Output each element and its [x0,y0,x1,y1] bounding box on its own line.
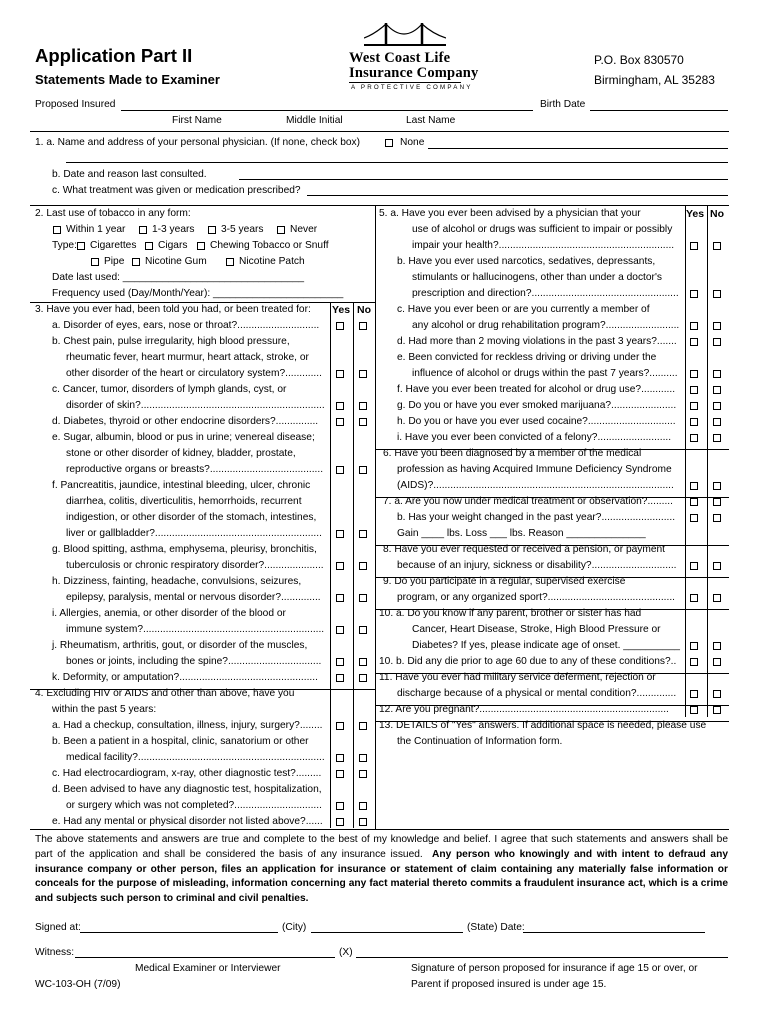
witness-label: Witness: [35,947,75,958]
question-line: 7. a. Are you now under medical treatment or observation?......... [383,496,673,507]
question-line: j. Rheumatism, arthritis, gout, or disorder of the muscles, [52,640,308,651]
divider [375,705,729,706]
question-line: because of an injury, sickness or disability?.............................. [397,560,677,571]
question-line: 9. Do you participate in a regular, supervised exercise [383,576,626,587]
date-field[interactable] [523,932,705,933]
no-checkbox[interactable] [359,802,367,810]
question-line: the Continuation of Information form. [397,736,563,747]
question-line: 8. Have you ever requested or received a pension, or payment [383,544,666,555]
question-line: any alcohol or drug rehabilitation program?.......................... [412,320,680,331]
no-checkbox[interactable] [359,674,367,682]
yes-checkbox[interactable] [336,562,344,570]
yes-checkbox[interactable] [690,402,698,410]
tobacco-option: 1-3 years [152,224,195,235]
no-checkbox[interactable] [713,642,721,650]
yes-checkbox[interactable] [690,242,698,250]
yes-checkbox[interactable] [690,418,698,426]
divider [30,205,729,206]
no-checkbox[interactable] [359,530,367,538]
address-line2: Birmingham, AL 35283 [594,73,715,87]
yes-checkbox[interactable] [690,370,698,378]
yes-checkbox[interactable] [690,290,698,298]
yes-checkbox[interactable] [336,658,344,666]
yes-checkbox[interactable] [690,562,698,570]
yes-checkbox[interactable] [336,594,344,602]
examiner-caption: Medical Examiner or Interviewer [135,963,281,974]
x-label: (X) [339,947,353,958]
yes-checkbox[interactable] [690,690,698,698]
yes-checkbox[interactable] [690,482,698,490]
divider [375,497,729,498]
question-line: i. Have you ever been convicted of a felony?.......................... [397,432,672,443]
divider [30,131,729,132]
question-line: 12. Are you pregnant?................................................................... [379,704,669,715]
no-checkbox[interactable] [713,370,721,378]
question-line: liver or gallbladder?........................................................... [66,528,322,539]
question-line: d. Been advised to have any diagnostic test, hospitalization, [52,784,322,795]
divider [375,673,729,674]
no-checkbox[interactable] [359,658,367,666]
question-line: (AIDS)?..................................................................................... [397,480,674,491]
statement-part1: The above statements and answers are true and complete to the best of my knowledge and belief. I agree that such statements and answers shall be part of the application and shall be considered the basis of any insurance issued. [35,834,728,860]
signature-field[interactable] [356,957,728,958]
question-line: stimulants or hallucinogens, other than under a doctor's [412,272,662,283]
question-line: f. Have you ever been treated for alcohol or drug use?............ [397,384,676,395]
question-line: a. Had a checkup, consultation, illness, injury, surgery?........ [52,720,323,731]
no-checkbox[interactable] [713,418,721,426]
no-checkbox[interactable] [713,322,721,330]
left-yes-header: Yes [332,304,351,316]
tobacco-option: Type: [52,240,77,251]
question-line: Frequency used (Day/Month/Year): _______________________ [52,288,344,299]
birth-date-field[interactable] [590,110,728,111]
yes-checkbox[interactable] [336,530,344,538]
yes-checkbox[interactable] [690,642,698,650]
divider [375,545,729,546]
no-checkbox[interactable] [359,562,367,570]
yes-checkbox[interactable] [690,386,698,394]
no-checkbox[interactable] [359,322,367,330]
question-line: e. Sugar, albumin, blood or pus in urine; venereal disease; [52,432,315,443]
question-line: rheumatic fever, heart murmur, heart attack, stroke, or [66,352,309,363]
proposed-insured-field[interactable] [121,110,533,111]
q1c-text: c. What treatment was given or medication prescribed? [52,185,301,196]
left-yes-rule [330,302,331,828]
question-line: h. Do you or have you ever used cocaine?............................... [397,416,676,427]
no-checkbox[interactable] [359,722,367,730]
logo-rule [349,82,461,83]
right-no-rule [707,205,708,717]
no-checkbox[interactable] [359,418,367,426]
q1-none-label: None [400,137,425,148]
question-line: e. Had any mental or physical disorder not listed above?...... [52,816,323,827]
tobacco-option: Cigars [158,240,188,251]
tobacco-checkbox[interactable] [139,226,147,234]
witness-field[interactable] [75,957,335,958]
question-line: b. Have you ever used narcotics, sedatives, depressants, [397,256,656,267]
question-line: d. Diabetes, thyroid or other endocrine disorders?............... [52,416,319,427]
question-line: discharge because of a physical or mental condition?.............. [397,688,677,699]
no-checkbox[interactable] [359,402,367,410]
certification-statement [35,833,728,907]
yes-checkbox[interactable] [336,722,344,730]
right-no-header: No [710,208,724,220]
right-yes-rule [685,205,686,717]
question-line: 10. b. Did any die prior to age 60 due to any of these conditions?.. [379,656,677,667]
divider [375,577,729,578]
question-line: influence of alcohol or drugs within the past 7 years?.......... [412,368,678,379]
no-checkbox[interactable] [359,466,367,474]
no-checkbox[interactable] [359,594,367,602]
yes-checkbox[interactable] [690,594,698,602]
no-checkbox[interactable] [359,370,367,378]
question-line: 13. DETAILS of "Yes" answers. If additional space is needed, please use [379,720,707,731]
yes-checkbox[interactable] [336,802,344,810]
no-checkbox[interactable] [713,562,721,570]
yes-checkbox[interactable] [336,770,344,778]
question-line: use of alcohol or drugs was sufficient to impair or possibly [412,224,673,235]
question-line: profession as having Acquired Immune Deficiency Syndrome [397,464,672,475]
divider [30,829,729,830]
tobacco-checkbox[interactable] [77,242,85,250]
middle-initial-caption: Middle Initial [286,115,343,126]
signed-at-label: Signed at: [35,922,81,933]
tobacco-checkbox[interactable] [53,226,61,234]
yes-checkbox[interactable] [336,674,344,682]
question-line: k. Deformity, or amputation?................................................. [52,672,318,683]
question-line: stone or other disorder of kidney, bladder, prostate, [66,448,296,459]
question-line: Cancer, Heart Disease, Stroke, High Blood Pressure or [412,624,661,635]
tobacco-checkbox[interactable] [145,242,153,250]
question-line: within the past 5 years: [52,704,157,715]
no-checkbox[interactable] [359,818,367,826]
signature-caption-2: Parent if proposed insured is under age 15. [411,979,607,990]
question-line: b. Chest pain, pulse irregularity, high blood pressure, [52,336,290,347]
question-line: 6. Have you been diagnosed by a member of the medical [383,448,642,459]
yes-checkbox[interactable] [690,338,698,346]
tobacco-option: 3-5 years [221,224,264,235]
state-date-label: (State) Date: [467,922,525,933]
no-checkbox[interactable] [359,626,367,634]
form-number: WC-103-OH (7/09) [35,979,121,990]
proposed-insured-label: Proposed Insured [35,99,116,110]
page-subtitle: Statements Made to Examiner [35,72,220,87]
tobacco-option: Chewing Tobacco or Snuff [210,240,329,251]
signed-at-field[interactable] [80,932,278,933]
q1a-text: 1. a. Name and address of your personal physician. (If none, check box) [35,137,361,148]
bridge-icon [364,20,446,48]
no-checkbox[interactable] [359,770,367,778]
question-line: d. Had more than 2 moving violations in the past 3 years?....... [397,336,677,347]
question-line: b. Has your weight changed in the past year?.......................... [397,512,676,523]
yes-checkbox[interactable] [690,434,698,442]
question-line: f. Pancreatitis, jaundice, intestinal bleeding, ulcer, chronic [52,480,311,491]
question-line: impair your health?.............................................................. [412,240,675,251]
question-line: disorder of skin?................................................................. [66,400,325,411]
treatment-field[interactable] [307,195,728,196]
divider [30,689,375,690]
question-line: Diabetes? If yes, please indicate age of onset. __________ [412,640,680,651]
question-line: prescription and direction?.................................................... [412,288,679,299]
question-line: 3. Have you ever had, been told you had, or been treated for: [35,304,311,315]
question-line: i. Allergies, anemia, or other disorder of the blood or [52,608,286,619]
divider [375,609,729,610]
physician-field[interactable] [428,148,728,149]
yes-checkbox[interactable] [690,658,698,666]
question-line: Gain ____ lbs. Loss ___ lbs. Reason ______________ [397,528,646,539]
no-checkbox[interactable] [713,658,721,666]
no-checkbox[interactable] [713,594,721,602]
question-line: g. Do you or have you ever smoked marijuana?....................... [397,400,677,411]
tobacco-option: Nicotine Patch [239,256,305,267]
no-checkbox[interactable] [713,482,721,490]
question-line: c. Had electrocardiogram, x-ray, other diagnostic test?......... [52,768,322,779]
tobacco-checkbox[interactable] [132,258,140,266]
tobacco-checkbox[interactable] [277,226,285,234]
question-line: g. Blood spitting, asthma, emphysema, pleurisy, bronchitis, [52,544,317,555]
center-rule [375,205,376,830]
first-name-caption: First Name [172,115,222,126]
tobacco-option: Nicotine Gum [145,256,207,267]
tobacco-checkbox[interactable] [226,258,234,266]
question-line: Date last used: ________________________________ [52,272,305,283]
question-line: bones or joints, including the spine?................................. [66,656,322,667]
right-yes-header: Yes [686,208,705,220]
no-checkbox[interactable] [713,514,721,522]
question-line: 4. Excluding HIV or AIDS and other than above, have you [35,688,295,699]
city-label: (City) [282,922,307,933]
tobacco-checkbox[interactable] [197,242,205,250]
company-name-line1: West Coast Life [349,50,451,66]
company-tagline: A PROTECTIVE COMPANY [351,84,473,91]
question-line: diarrhea, colitis, diverticulitis, hemorrhoids, recurrent [66,496,302,507]
signature-caption-1: Signature of person proposed for insurance if age 15 or over, or [411,963,698,974]
last-name-caption: Last Name [406,115,456,126]
yes-checkbox[interactable] [690,498,698,506]
no-checkbox[interactable] [713,290,721,298]
address-line1: P.O. Box 830570 [594,53,684,67]
question-line: reproductive organs or breasts?........................................ [66,464,324,475]
question-line: b. Been a patient in a hospital, clinic, sanatorium or other [52,736,309,747]
left-no-header: No [357,304,371,316]
yes-checkbox[interactable] [336,626,344,634]
question-line: 10. a. Do you know if any parent, brother or sister has had [379,608,642,619]
question-line: c. Cancer, tumor, disorders of lymph glands, cyst, or [52,384,287,395]
tobacco-option: Never [290,224,318,235]
tobacco-checkbox[interactable] [208,226,216,234]
no-checkbox[interactable] [713,498,721,506]
question-line: e. Been convicted for reckless driving or driving under the [397,352,657,363]
page-title: Application Part II [35,45,193,66]
no-checkbox[interactable] [713,434,721,442]
yes-checkbox[interactable] [336,370,344,378]
left-no-rule [353,302,354,828]
no-checkbox[interactable] [713,402,721,410]
yes-checkbox[interactable] [336,322,344,330]
last-consulted-field[interactable] [239,179,728,180]
q1b-text: b. Date and reason last consulted. [52,169,207,180]
question-line: 5. a. Have you ever been advised by a physician that your [379,208,641,219]
q1-none-checkbox[interactable] [385,139,393,147]
question-line: 2. Last use of tobacco in any form: [35,208,191,219]
birth-date-label: Birth Date [540,99,586,110]
question-line: 11. Have you ever had military service deferment, rejection or [379,672,656,683]
fraud-warning: Any person who knowingly and with intent to defraud any insurance company or other person, files an application for insurance or statement of claim containing any materially false information or conceals for the purpose of misleading, information concerning any fact material thereto commits a fraudulent insurance act, which is a crime and subjects such person to criminal and civil penalties. [35,848,728,905]
yes-checkbox[interactable] [336,754,344,762]
question-line: program, or any organized sport?............................................. [397,592,675,603]
tobacco-option: Pipe [104,256,125,267]
state-field[interactable] [311,932,463,933]
question-line: or surgery which was not completed?............................... [66,800,322,811]
question-line: a. Disorder of eyes, ears, nose or throat?............................. [52,320,320,331]
tobacco-option: Cigarettes [90,240,137,251]
question-line: immune system?................................................................ [66,624,325,635]
question-line: epilepsy, paralysis, mental or nervous disorder?.............. [66,592,321,603]
no-checkbox[interactable] [713,706,721,714]
tobacco-option: Within 1 year [66,224,126,235]
question-line: tuberculosis or chronic respiratory disorder?..................... [66,560,324,571]
question-line: other disorder of the heart or circulatory system?............. [66,368,322,379]
company-name-line2: Insurance Company [349,65,479,81]
divider [30,302,375,303]
question-line: h. Dizziness, fainting, headache, convulsions, seizures, [52,576,302,587]
tobacco-checkbox[interactable] [91,258,99,266]
no-checkbox[interactable] [713,338,721,346]
yes-checkbox[interactable] [336,818,344,826]
no-checkbox[interactable] [713,242,721,250]
no-checkbox[interactable] [359,754,367,762]
no-checkbox[interactable] [713,386,721,394]
yes-checkbox[interactable] [690,514,698,522]
yes-checkbox[interactable] [336,402,344,410]
divider [375,449,729,450]
no-checkbox[interactable] [713,690,721,698]
yes-checkbox[interactable] [336,418,344,426]
divider [375,721,729,722]
physician-field-2[interactable] [66,162,728,163]
question-line: medical facility?.................................................................. [66,752,325,763]
question-line: c. Have you ever been or are you currently a member of [397,304,650,315]
question-line: indigestion, or other disorder of the stomach, intestines, [66,512,317,523]
yes-checkbox[interactable] [336,466,344,474]
yes-checkbox[interactable] [690,322,698,330]
yes-checkbox[interactable] [690,706,698,714]
